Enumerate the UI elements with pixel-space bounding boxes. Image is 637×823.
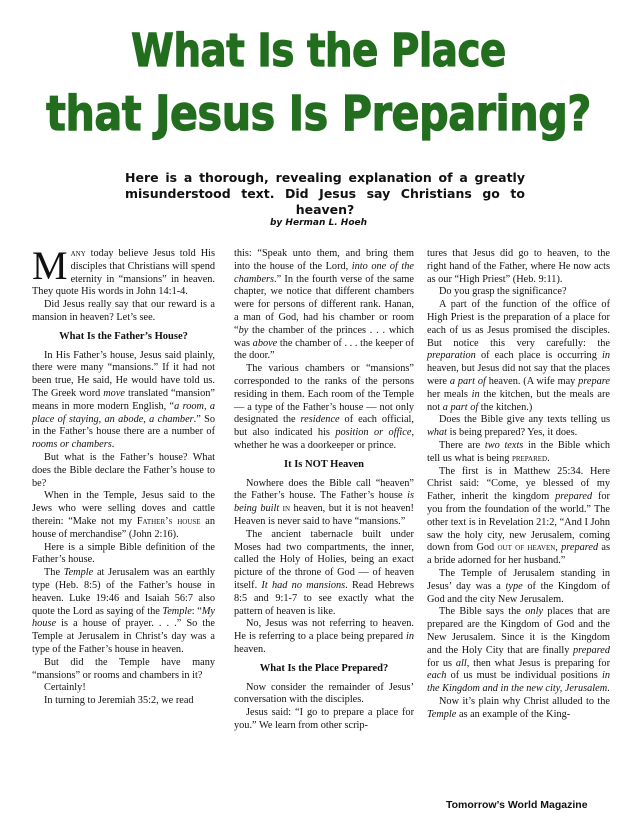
column-3 — [427, 248, 610, 721]
paragraph: When in the Temple, Jesus said to the Jews who were selling doves and cattle therein: “Make not my Father’s house an house of merchandise” (John 2:16). — [32, 490, 216, 540]
paragraph: A part of the function of the office of High Priest is the preparation of a place for each of us as Jesus promised the disciples. But notice this very carefully: the preparation of each place is occurring in heaven, but Jesus did not say that the places were a part of heaven. (A wife may prepare her meals in the kitchen, but the meals are not a part of the kitchen.) — [427, 299, 610, 413]
paragraph: Now consider the remainder of Jesus’ conversation with the disciples. — [234, 681, 414, 706]
magazine-footer: Tomorrow’s World Magazine — [446, 799, 588, 811]
column-1 — [32, 243, 216, 708]
section-heading: It Is NOT Heaven — [283, 458, 365, 470]
paragraph: The ancient tabernacle built under Moses had two compartments, the inner, called the Holy of Holies, being an exact picture of the throne of God — of heaven itself. It had no mansions. Read Hebrews 8:5 and 9:1-7 to see exactly what the pattern of heaven is like. — [234, 528, 414, 617]
paragraph: No, Jesus was not referring to heaven. He is referring to a place being prepared in heaven. — [234, 618, 414, 655]
paragraph: The Temple of Jerusalem standing in Jesus’ day was a type of the Kingdom of God and the city New Jerusalem. — [427, 567, 610, 605]
paragraph: The first is in Matthew 25:34. Here Christ said: “Come, ye blessed of my Father, inherit the kingdom prepared for you from the foundation of the world.” The other text is in Revelation 21:2, “And I John saw the holy city, new Jerusalem, coming down from God out of heaven, prepared as a bride adorned for her husband.” — [427, 465, 611, 567]
article-title-line-2: that Jesus Is Preparing? — [46, 86, 591, 142]
paragraph: There are two texts in the Bible which tell us what is being prepared. — [427, 439, 611, 464]
paragraph: Many today believe Jesus told His disciples that Christians will spend eternity in “mansions” in heaven. They quote His words in John 14:1-4. — [32, 243, 215, 298]
paragraph: Do you grasp the significance? — [439, 286, 567, 298]
article-title-line-1: What Is the Place — [131, 24, 506, 77]
paragraph: Did Jesus really say that our reward is a mansion in heaven? Let’s see. — [32, 299, 215, 323]
paragraph: The Bible says the only places that are prepared are the Kingdom of God and the New Jerusalem. Since it is the Kingdom and the Holy City that are finally prepared for us all, then what Jesus is preparing for each of us must be individual positions in the Kingdom and in the new city, Jerusalem. — [427, 606, 610, 695]
paragraph: Certainly! — [44, 682, 86, 694]
paragraph: But did the Temple have many “mansions” or rooms and chambers in it? — [32, 656, 215, 681]
paragraph: In His Father’s house, Jesus said plainly, there were many “mansions.” If it had not been true, He said, He would have told us. The Greek word move translated “mansion” means in more modern English, “a room, a place of staying, an abode, a chamber.” So in the Father’s house there are a number of rooms or chambers. — [32, 349, 215, 451]
section-heading: What Is the Place Prepared? — [259, 662, 389, 674]
paragraph: Nowhere does the Bible call “heaven” the Father’s house. The Father’s house is being built in heaven, but it is not heaven! Heaven is never said to have “mansions.” — [234, 477, 414, 527]
byline: by Herman L. Hoeh — [269, 218, 368, 228]
drop-cap: M — [32, 243, 68, 288]
paragraph: Does the Bible give any texts telling us what is being prepared? Yes, it does. — [427, 414, 610, 439]
paragraph: Here is a simple Bible definition of the Father’s house. — [32, 541, 215, 566]
article-subtitle: Here is a thorough, revealing explanation of a greatly misunderstood text. Did Jesus say Christians go to heaven? — [125, 170, 525, 217]
paragraph: The various chambers or “mansions” corresponded to the ranks of the persons residing in them. Each room of the Temple — a type of the Father’s house — not only designated the residence of each official, but also indicated his position or office, whether he was a doorkeeper or prince. — [234, 363, 415, 451]
paragraph: The Temple at Jerusalem was an earthly type (Heb. 8:5) of the Father’s house in heaven. Luke 19:46 and Isaiah 56:7 also quote the Lord as saying of the Temple: “My house is a house of prayer. . . .” So the Temple at Jerusalem in Christ’s day was a type of the Father’s house in heaven. — [32, 567, 216, 655]
paragraph: But what is the Father’s house? What does the Bible declare the Father’s house to be? — [32, 451, 215, 489]
paragraph: In turning to Jeremiah 35:2, we read — [44, 695, 194, 707]
paragraph: Now it’s plain why Christ alluded to the Temple as an example of the King- — [427, 695, 610, 720]
section-heading: What Is the Father’s House? — [59, 330, 188, 342]
paragraph: this: “Speak unto them, and bring them into the house of the Lord, into one of the chambers.” In the fourth verse of the same chapter, we notice that different chambers were for persons of different rank. Hanan, a man of God, had his chamber or room “by the chamber of the princes . . . which was above the chamber of . . . the keeper of the door.” — [234, 248, 414, 362]
paragraph: Jesus said: “I go to prepare a place for you.” We learn from other scrip- — [234, 707, 414, 731]
paragraph: tures that Jesus did go to heaven, to the right hand of the Father, where He now acts as our “High Priest” (Heb. 9:11). — [427, 248, 610, 285]
column-2 — [234, 248, 414, 733]
